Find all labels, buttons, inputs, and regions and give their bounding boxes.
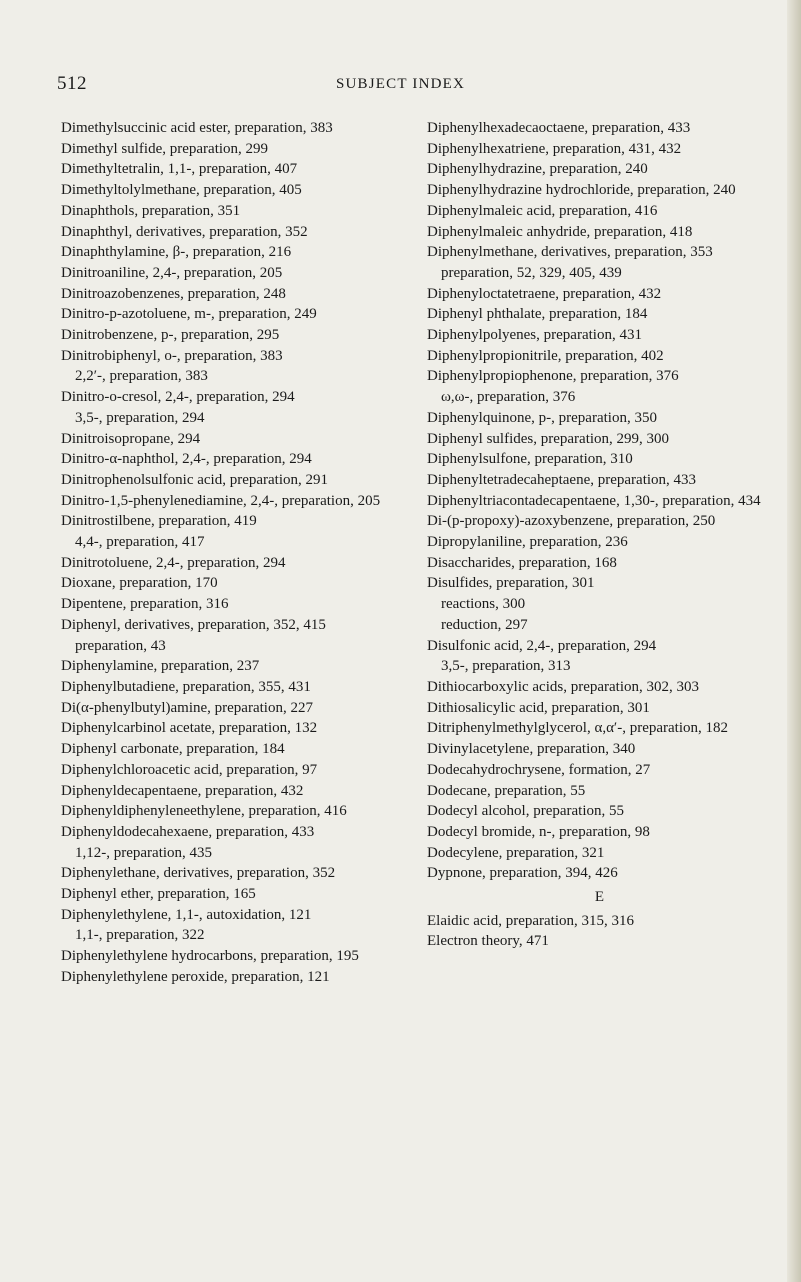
index-entry: Disulfonic acid, 2,4-, preparation, 294 <box>427 637 657 654</box>
index-column-right <box>427 118 772 952</box>
index-entry: Dinaphthylamine, β-, preparation, 216 <box>61 244 292 261</box>
index-entry: Diphenyltetradecaheptaene, preparation, 433 <box>427 471 697 488</box>
index-subentry: ω,ω-, preparation, 376 <box>441 389 576 406</box>
index-entry: Diphenylbutadiene, preparation, 355, 431 <box>61 678 311 695</box>
index-entry: Dipropylaniline, preparation, 236 <box>427 534 628 551</box>
index-subentry: 2,2′-, preparation, 383 <box>75 368 208 385</box>
index-entry: Dypnone, preparation, 394, 426 <box>427 865 618 882</box>
index-subentry: 1,12-, preparation, 435 <box>75 844 213 861</box>
index-entry: Dinaphthols, preparation, 351 <box>61 202 241 219</box>
index-column-left <box>61 118 401 988</box>
index-entry: Diphenylmaleic anhydride, preparation, 418 <box>427 223 693 240</box>
index-subentry: reduction, 297 <box>441 616 528 633</box>
index-entry: Diphenyl ether, preparation, 165 <box>61 886 256 903</box>
index-entry: Dinitrotoluene, 2,4-, preparation, 294 <box>61 554 286 571</box>
index-entry: Dioxane, preparation, 170 <box>61 575 218 592</box>
index-entry: Disulfides, preparation, 301 <box>427 575 595 592</box>
index-entry: Di(α-phenylbutyl)amine, preparation, 227 <box>61 699 313 716</box>
index-entry: Dodecane, preparation, 55 <box>427 782 586 799</box>
index-subentry: 4,4-, preparation, 417 <box>75 534 205 551</box>
index-entry: Diphenylchloroacetic acid, preparation, 97 <box>61 761 318 778</box>
index-entry: Di-(p-propoxy)-azoxybenzene, preparation, 250 <box>427 513 716 530</box>
index-subentry: preparation, 52, 329, 405, 439 <box>441 264 622 281</box>
index-entry: Diphenyldecapentaene, preparation, 432 <box>61 782 304 799</box>
index-entry: Diphenylethylene, 1,1-, autoxidation, 121 <box>61 906 312 923</box>
index-subentry: preparation, 43 <box>75 637 166 654</box>
index-entry: Dinitrobenzene, p-, preparation, 295 <box>61 327 280 344</box>
index-entry: Dinitroaniline, 2,4-, preparation, 205 <box>61 264 283 281</box>
index-entry: Diphenyldodecahexaene, preparation, 433 <box>61 823 315 840</box>
index-entry: Dinitro-α-naphthol, 2,4-, preparation, 294 <box>61 451 312 468</box>
index-entry: Diphenylmaleic acid, preparation, 416 <box>427 202 658 219</box>
index-entry: Diphenylquinone, p-, preparation, 350 <box>427 409 657 426</box>
index-entry: Diphenyl carbonate, preparation, 184 <box>61 741 285 758</box>
index-entry: Diphenylethylene peroxide, preparation, 121 <box>61 968 330 985</box>
index-entry: Dodecyl bromide, n-, preparation, 98 <box>427 823 650 840</box>
index-entry: Dimethyl sulfide, preparation, 299 <box>61 140 269 157</box>
index-entry: Elaidic acid, preparation, 315, 316 <box>427 912 635 929</box>
index-entry: Diphenyloctatetraene, preparation, 432 <box>427 285 662 302</box>
index-entry: Diphenylpropiophenone, preparation, 376 <box>427 368 679 385</box>
index-entry: Diphenyldiphenyleneethylene, preparation, 416 <box>61 803 347 820</box>
index-entry: Diphenylpolyenes, preparation, 431 <box>427 327 642 344</box>
index-entry: Diphenylhexadecaoctaene, preparation, 433 <box>427 120 691 136</box>
index-entry: Dodecahydrochrysene, formation, 27 <box>427 761 651 778</box>
index-entry: Diphenylhydrazine hydrochloride, preparation, 240 <box>427 182 736 199</box>
index-entry: Diphenylethylene hydrocarbons, preparation, 195 <box>61 948 359 965</box>
index-entry: Diphenylcarbinol acetate, preparation, 132 <box>61 720 318 737</box>
index-entry: Dinitrophenolsulfonic acid, preparation, 291 <box>61 471 329 488</box>
index-entry: Dinitroisopropane, 294 <box>61 430 201 447</box>
index-entry: Diphenylhydrazine, preparation, 240 <box>427 161 648 178</box>
index-entry: Dinitrobiphenyl, o-, preparation, 383 <box>61 347 283 364</box>
index-entry: Diphenylamine, preparation, 237 <box>61 658 260 675</box>
index-entry: Diphenylpropionitrile, preparation, 402 <box>427 347 664 364</box>
running-head-title: SUBJECT INDEX <box>335 76 466 92</box>
index-entry: Dodecylene, preparation, 321 <box>427 844 605 861</box>
index-entry: Diphenyl sulfides, preparation, 299, 300 <box>427 430 670 447</box>
index-entry: Dipentene, preparation, 316 <box>61 596 229 613</box>
index-entry: Dodecyl alcohol, preparation, 55 <box>427 803 625 820</box>
index-entry: Dimethyltolylmethane, preparation, 405 <box>61 182 302 199</box>
index-entry: Dinitro-o-cresol, 2,4-, preparation, 294 <box>61 389 295 406</box>
page-edge-shadow <box>787 0 801 1282</box>
index-entry: Dinitrostilbene, preparation, 419 <box>61 513 257 530</box>
index-entry: Diphenyl, derivatives, preparation, 352, 415 <box>61 616 326 633</box>
index-entry: Divinylacetylene, preparation, 340 <box>427 741 636 758</box>
index-entry: Dinitro-p-azotoluene, m-, preparation, 249 <box>61 306 317 323</box>
index-entry: Diphenylethane, derivatives, preparation, 352 <box>61 865 336 882</box>
index-entry: Diphenyltriacontadecapentaene, 1,30-, preparation, 434 <box>427 492 761 509</box>
index-subentry: reactions, 300 <box>441 596 526 613</box>
index-entry: Dithiocarboxylic acids, preparation, 302, 303 <box>427 678 700 695</box>
index-subentry: 3,5-, preparation, 313 <box>441 658 571 675</box>
index-subentry: 3,5-, preparation, 294 <box>75 409 205 426</box>
index-entry: Dithiosalicylic acid, preparation, 301 <box>427 699 650 716</box>
page-number: 512 <box>57 73 87 94</box>
index-entry: Ditriphenylmethylglycerol, α,α′-, preparation, 182 <box>427 720 729 737</box>
index-entry: Dinitro-1,5-phenylenediamine, 2,4-, preparation, 205 <box>61 492 381 509</box>
index-entry: Diphenylmethane, derivatives, preparation, 353 <box>427 244 713 261</box>
section-letter-heading: E <box>594 889 605 906</box>
index-entry: Dimethylsuccinic acid ester, preparation, 383 <box>61 120 333 136</box>
index-subentry: 1,1-, preparation, 322 <box>75 927 205 944</box>
index-entry: Diphenylsulfone, preparation, 310 <box>427 451 633 468</box>
index-entry: Dinaphthyl, derivatives, preparation, 352 <box>61 223 308 240</box>
index-entry: Dimethyltetralin, 1,1-, preparation, 407 <box>61 161 298 178</box>
index-entry: Disaccharides, preparation, 168 <box>427 554 617 571</box>
index-entry: Electron theory, 471 <box>427 933 549 950</box>
index-entry: Diphenylhexatriene, preparation, 431, 432 <box>427 140 682 157</box>
index-entry: Diphenyl phthalate, preparation, 184 <box>427 306 648 323</box>
index-entry: Dinitroazobenzenes, preparation, 248 <box>61 285 286 302</box>
